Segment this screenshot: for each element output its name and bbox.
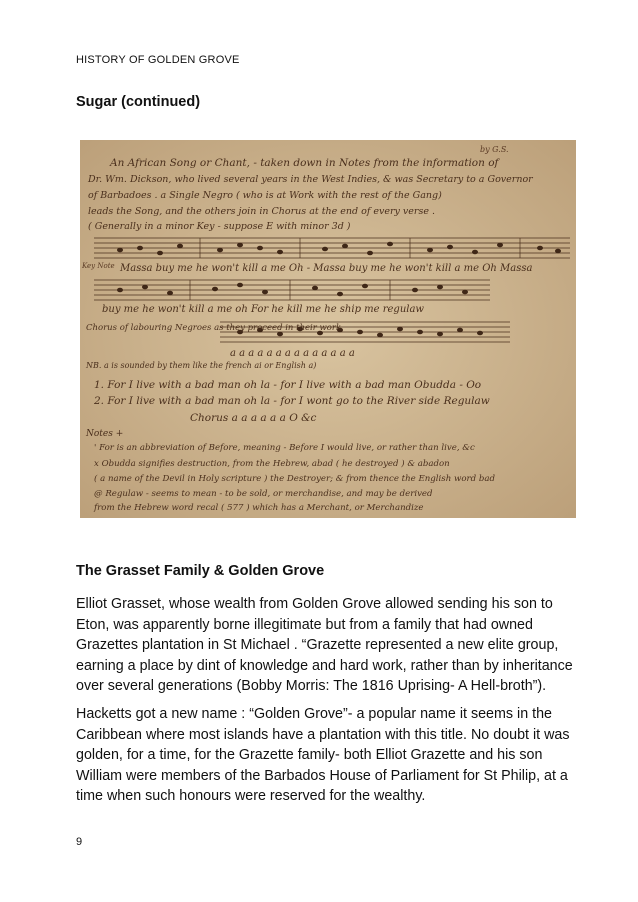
ms-intro-line-1: An African Song or Chant, - taken down in Notes from the information of: [110, 157, 499, 169]
paragraph-line: over several generations (Bobby Morris: The 1816 Uprising- A Hell-broth”).: [76, 678, 547, 695]
ms-notes-label: Notes +: [86, 429, 124, 439]
ms-key-note: Key Note: [82, 262, 115, 270]
ms-lyric-line-1: Massa buy me he won't kill a me Oh - Massa buy me he won't kill a me Oh Massa: [120, 263, 533, 274]
page-number: 9: [76, 836, 83, 848]
ms-lyric-line-2: buy me he won't kill a me oh For he kill me he ship me regulaw: [102, 304, 424, 315]
ms-chorus-line: Chorus a a a a a a O &c: [190, 412, 317, 424]
paragraph-grasset: [76, 594, 576, 697]
ms-verse-2: 2. For I live with a bad man oh la - for I wont go to the River side Regulaw: [94, 395, 490, 407]
paragraph-hacketts: [76, 704, 576, 807]
paragraph-line: golden, for a time, for the Grazette family- both Elliot Grazette and his son: [76, 747, 543, 764]
paragraph-line: William were members of the Barbados House of Parliament for St Philip, at a: [76, 767, 568, 784]
manuscript-image: [80, 140, 576, 518]
ms-chorus-vowels: a a a a a a a a a a a a a a: [230, 348, 355, 359]
ms-signature: by G.S.: [480, 145, 509, 154]
ms-note-5: from the Hebrew word recal ( 577 ) which has a Merchant, or Merchandize: [94, 503, 424, 513]
family-heading: The Grasset Family & Golden Grove: [76, 563, 325, 579]
paragraph-line: Grazettes plantation in St Michael . “Grazette represented a new elite group,: [76, 637, 559, 654]
ms-intro-line-3: of Barbadoes . a Single Negro ( who is at Work with the rest of the Gang): [88, 190, 442, 201]
ms-note-3: ( a name of the Devil in Holy scripture ) the Destroyer; & from thence the English word bad: [94, 474, 495, 484]
paragraph-line: time when such honours were reserved for the wealthy.: [76, 788, 426, 805]
ms-intro-line-4: leads the Song, and the others join in Chorus at the end of every verse .: [88, 206, 435, 217]
running-header: HISTORY OF GOLDEN GROVE: [76, 54, 240, 66]
paragraph-line: Hacketts got a new name : “Golden Grove”- a popular name it seems in the: [76, 706, 552, 722]
ms-verse-1: 1. For I live with a bad man oh la - for I live with a bad man Obudda - Oo: [94, 379, 482, 391]
ms-nb-note: NB. a is sounded by them like the french ai or English a): [86, 361, 317, 370]
ms-note-1: ' For is an abbreviation of Before, meaning - Before I would live, or rather than live, &c: [94, 443, 475, 453]
ms-note-4: @ Regulaw - seems to mean - to be sold, or merchandise, and may be derived: [94, 489, 433, 499]
manuscript-svg: [80, 140, 576, 518]
section-title: Sugar (continued): [76, 94, 201, 110]
ms-note-2: x Obudda signifies destruction, from the Hebrew, abad ( he destroyed ) & abadon: [94, 459, 450, 469]
ms-chorus-label: Chorus of labouring Negroes as they proceed in their work: [86, 323, 342, 333]
ms-intro-line-2: Dr. Wm. Dickson, who lived several years in the West Indies, & was Secretary to a Governor: [88, 174, 533, 185]
paragraph-line: Caribbean where most islands have a plantation with this title. No doubt it was: [76, 726, 570, 743]
paragraph-line: Eton, was apparently borne illegitimate but from a family that had owned: [76, 616, 533, 633]
ms-intro-line-5: ( Generally in a minor Key - suppose E with minor 3d ): [88, 221, 351, 232]
paragraph-line: Elliot Grasset, whose wealth from Golden Grove allowed sending his son to: [76, 596, 553, 612]
paragraph-line: earning a place by dint of knowledge and hard work, rather than by inheritance: [76, 657, 573, 674]
